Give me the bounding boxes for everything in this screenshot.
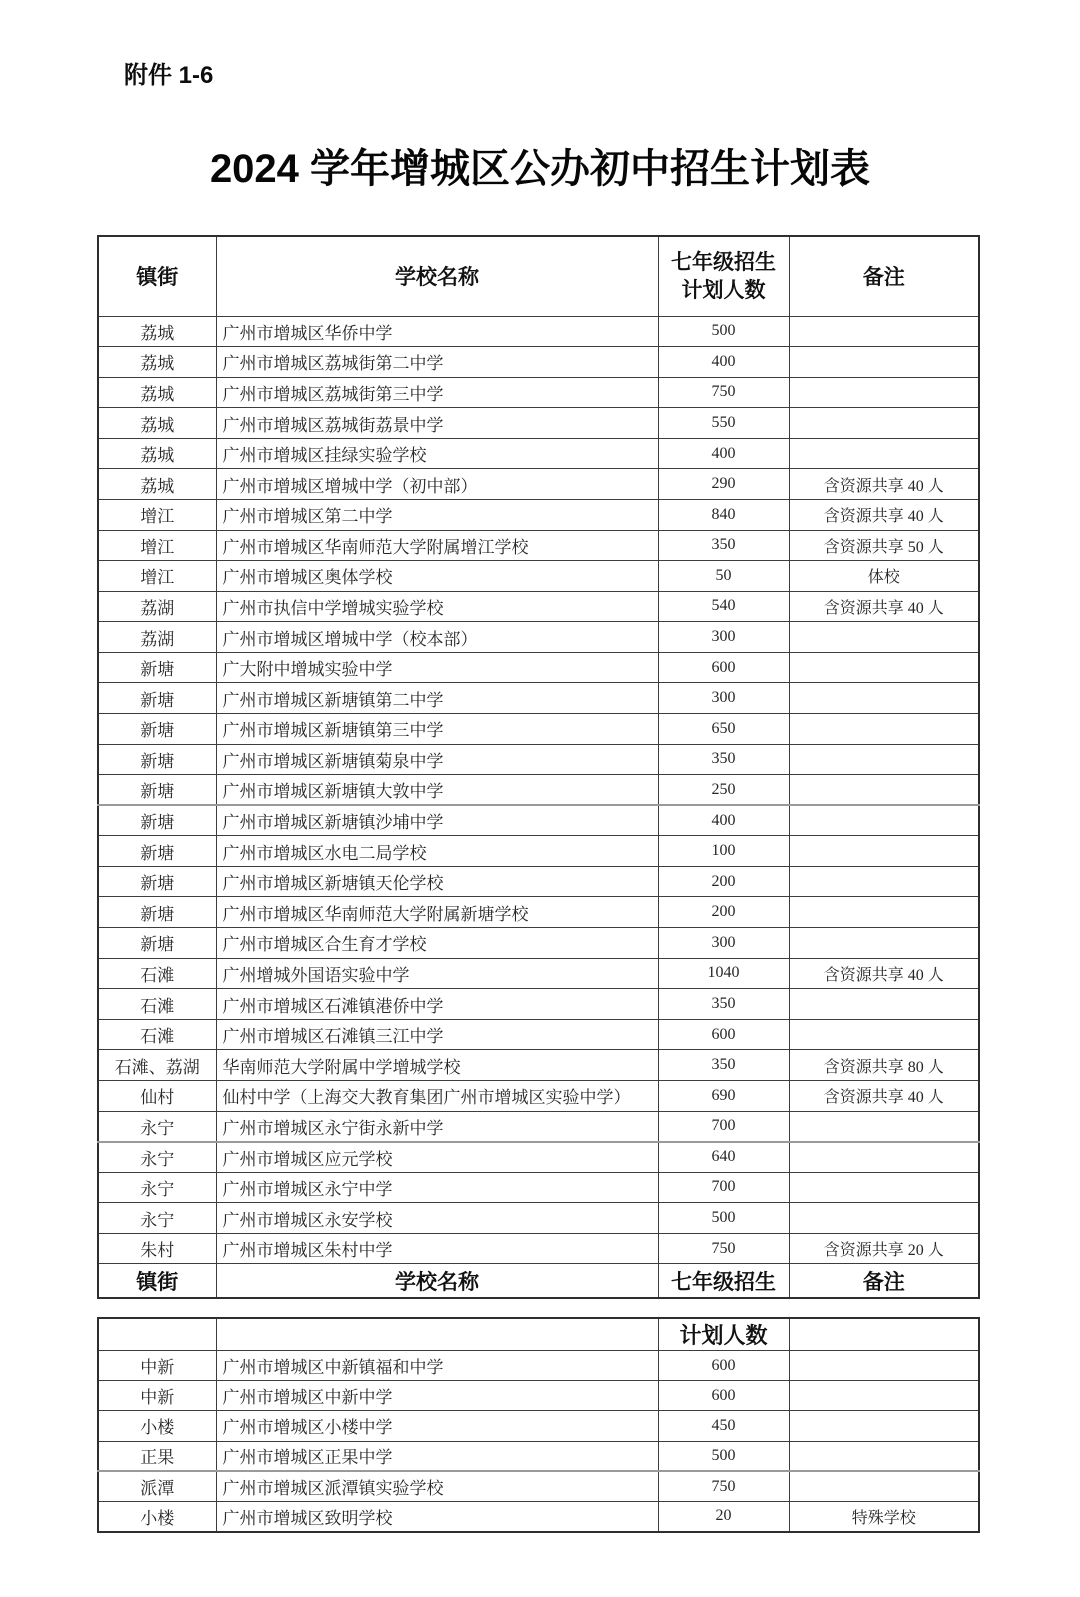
school-name-cell: 广州市增城区派潭镇实验学校 <box>216 1471 658 1501</box>
town-cell: 新塘 <box>98 714 216 745</box>
table-row <box>98 652 979 683</box>
plan-count-cell: 750 <box>658 377 789 408</box>
table-row <box>98 1111 979 1142</box>
remark-cell <box>789 1111 979 1142</box>
table-row <box>98 622 979 653</box>
header-remark: 备注 <box>789 236 979 316</box>
table-row <box>98 1080 979 1111</box>
school-name-cell: 广州市增城区华南师范大学附属增江学校 <box>216 530 658 561</box>
plan-count-cell: 500 <box>658 316 789 347</box>
school-name-cell: 广州市增城区挂绿实验学校 <box>216 438 658 469</box>
remark-cell: 含资源共享 50 人 <box>789 530 979 561</box>
school-name-cell: 广州市增城区华侨中学 <box>216 316 658 347</box>
remark-cell <box>789 989 979 1020</box>
school-name-cell: 广大附中增城实验中学 <box>216 652 658 683</box>
remark-cell <box>789 1471 979 1501</box>
continued-header-row <box>98 1318 979 1351</box>
remark-cell <box>789 622 979 653</box>
plan-count-cell: 250 <box>658 775 789 806</box>
table-row <box>98 1172 979 1203</box>
remark-cell <box>789 1441 979 1471</box>
plan-count-cell: 50 <box>658 561 789 592</box>
school-name-cell: 广州市增城区永安学校 <box>216 1203 658 1234</box>
school-name-cell: 广州市增城区增城中学（校本部） <box>216 622 658 653</box>
enrollment-table-page1 <box>97 235 980 1299</box>
town-cell: 荔城 <box>98 377 216 408</box>
town-cell: 新塘 <box>98 652 216 683</box>
school-name-cell: 广州市增城区石滩镇三江中学 <box>216 1019 658 1050</box>
town-cell: 石滩 <box>98 1019 216 1050</box>
school-name-cell: 广州市增城区荔城街第三中学 <box>216 377 658 408</box>
remark-cell <box>789 775 979 806</box>
remark-cell <box>789 1203 979 1234</box>
remark-cell <box>789 347 979 378</box>
header-grade7-plan-line1: 七年级招生 <box>671 249 776 274</box>
school-name-cell: 广州市增城区永宁中学 <box>216 1172 658 1203</box>
town-cell: 石滩 <box>98 989 216 1020</box>
table-row <box>98 1233 979 1264</box>
school-name-cell: 广州市增城区正果中学 <box>216 1441 658 1471</box>
town-cell: 小楼 <box>98 1501 216 1531</box>
town-cell: 中新 <box>98 1381 216 1411</box>
town-cell: 荔城 <box>98 347 216 378</box>
repeated-header-row <box>98 1264 979 1298</box>
plan-count-cell: 550 <box>658 408 789 439</box>
table-row <box>98 1471 979 1501</box>
plan-count-cell: 400 <box>658 438 789 469</box>
plan-count-cell: 600 <box>658 652 789 683</box>
table-row <box>98 744 979 775</box>
plan-count-cell: 640 <box>658 1142 789 1173</box>
school-name-cell: 广州市增城区增城中学（初中部） <box>216 469 658 500</box>
table-row <box>98 561 979 592</box>
plan-count-cell: 700 <box>658 1111 789 1142</box>
town-cell: 荔城 <box>98 469 216 500</box>
table2-body <box>98 1351 979 1532</box>
plan-count-cell: 300 <box>658 622 789 653</box>
table-row <box>98 989 979 1020</box>
table-row <box>98 316 979 347</box>
remark-cell <box>789 744 979 775</box>
town-cell: 新塘 <box>98 866 216 897</box>
table-row <box>98 1441 979 1471</box>
table-row <box>98 866 979 897</box>
table1-body <box>98 316 979 1264</box>
plan-count-cell: 350 <box>658 989 789 1020</box>
table-row <box>98 347 979 378</box>
remark-cell <box>789 928 979 959</box>
table-header-row <box>98 236 979 316</box>
table-row <box>98 928 979 959</box>
plan-count-cell: 100 <box>658 836 789 867</box>
plan-count-cell: 540 <box>658 591 789 622</box>
plan-count-cell: 200 <box>658 897 789 928</box>
table-row <box>98 714 979 745</box>
town-cell: 派潭 <box>98 1471 216 1501</box>
plan-count-cell: 600 <box>658 1381 789 1411</box>
remark-cell <box>789 1172 979 1203</box>
plan-count-cell: 300 <box>658 928 789 959</box>
table-row <box>98 775 979 806</box>
school-name-cell: 广州市执信中学增城实验学校 <box>216 591 658 622</box>
town-cell: 仙村 <box>98 1080 216 1111</box>
plan-count-cell: 600 <box>658 1019 789 1050</box>
school-name-cell: 广州市增城区石滩镇港侨中学 <box>216 989 658 1020</box>
school-name-cell: 广州市增城区小楼中学 <box>216 1411 658 1441</box>
footer-header-grade7-plan: 七年级招生 <box>658 1264 789 1298</box>
table-row <box>98 1203 979 1234</box>
school-name-cell: 华南师范大学附属中学增城学校 <box>216 1050 658 1081</box>
header-grade7-plan-line2: 计划人数 <box>681 278 766 303</box>
remark-cell <box>789 1381 979 1411</box>
header-town: 镇街 <box>98 236 216 316</box>
table-row <box>98 958 979 989</box>
school-name-cell: 广州市增城区中新中学 <box>216 1381 658 1411</box>
table-row <box>98 438 979 469</box>
remark-cell <box>789 652 979 683</box>
school-name-cell: 广州市增城区荔城街第二中学 <box>216 347 658 378</box>
town-cell: 新塘 <box>98 775 216 806</box>
plan-count-cell: 600 <box>658 1351 789 1381</box>
school-name-cell: 广州市增城区新塘镇大敦中学 <box>216 775 658 806</box>
table-row <box>98 591 979 622</box>
school-name-cell: 广州市增城区荔城街荔景中学 <box>216 408 658 439</box>
empty-cell <box>98 1318 216 1351</box>
table-row <box>98 683 979 714</box>
plan-count-cell: 400 <box>658 347 789 378</box>
remark-cell <box>789 1351 979 1381</box>
table-row <box>98 1351 979 1381</box>
table-row <box>98 1411 979 1441</box>
table-row <box>98 408 979 439</box>
plan-count-cell: 650 <box>658 714 789 745</box>
town-cell: 新塘 <box>98 744 216 775</box>
table-row <box>98 499 979 530</box>
remark-cell <box>789 714 979 745</box>
school-name-cell: 广州市增城区华南师范大学附属新塘学校 <box>216 897 658 928</box>
town-cell: 荔湖 <box>98 622 216 653</box>
school-name-cell: 广州市增城区朱村中学 <box>216 1233 658 1264</box>
table-row <box>98 897 979 928</box>
remark-cell <box>789 377 979 408</box>
town-cell: 朱村 <box>98 1233 216 1264</box>
plan-count-cell: 200 <box>658 866 789 897</box>
remark-cell: 含资源共享 20 人 <box>789 1233 979 1264</box>
table-row <box>98 377 979 408</box>
town-cell: 新塘 <box>98 836 216 867</box>
footer-header-town: 镇街 <box>98 1264 216 1298</box>
town-cell: 石滩、荔湖 <box>98 1050 216 1081</box>
table-row <box>98 1019 979 1050</box>
header-plan-count: 计划人数 <box>658 1318 789 1351</box>
plan-count-cell: 840 <box>658 499 789 530</box>
town-cell: 增江 <box>98 530 216 561</box>
school-name-cell: 广州市增城区合生育才学校 <box>216 928 658 959</box>
remark-cell <box>789 836 979 867</box>
remark-cell <box>789 1411 979 1441</box>
plan-count-cell: 350 <box>658 1050 789 1081</box>
plan-count-cell: 20 <box>658 1501 789 1531</box>
school-name-cell: 广州市增城区中新镇福和中学 <box>216 1351 658 1381</box>
remark-cell <box>789 1142 979 1173</box>
remark-cell: 特殊学校 <box>789 1501 979 1531</box>
remark-cell <box>789 897 979 928</box>
plan-count-cell: 290 <box>658 469 789 500</box>
school-name-cell: 广州市增城区水电二局学校 <box>216 836 658 867</box>
remark-cell: 含资源共享 40 人 <box>789 499 979 530</box>
school-name-cell: 广州市增城区应元学校 <box>216 1142 658 1173</box>
table-row <box>98 1050 979 1081</box>
header-school-name: 学校名称 <box>216 236 658 316</box>
plan-count-cell: 500 <box>658 1203 789 1234</box>
school-name-cell: 广州市增城区新塘镇天伦学校 <box>216 866 658 897</box>
town-cell: 新塘 <box>98 928 216 959</box>
footer-header-school-name: 学校名称 <box>216 1264 658 1298</box>
town-cell: 荔城 <box>98 438 216 469</box>
footer-header-remark: 备注 <box>789 1264 979 1298</box>
town-cell: 中新 <box>98 1351 216 1381</box>
school-name-cell: 广州市增城区致明学校 <box>216 1501 658 1531</box>
school-name-cell: 广州市增城区永宁街永新中学 <box>216 1111 658 1142</box>
table-row <box>98 1501 979 1531</box>
plan-count-cell: 500 <box>658 1441 789 1471</box>
school-name-cell: 广州市增城区奥体学校 <box>216 561 658 592</box>
remark-cell <box>789 805 979 836</box>
plan-count-cell: 300 <box>658 683 789 714</box>
plan-count-cell: 350 <box>658 744 789 775</box>
plan-count-cell: 690 <box>658 1080 789 1111</box>
plan-count-cell: 700 <box>658 1172 789 1203</box>
plan-count-cell: 750 <box>658 1233 789 1264</box>
school-name-cell: 广州市增城区新塘镇第三中学 <box>216 714 658 745</box>
town-cell: 永宁 <box>98 1142 216 1173</box>
school-name-cell: 广州市增城区新塘镇沙埔中学 <box>216 805 658 836</box>
town-cell: 小楼 <box>98 1411 216 1441</box>
town-cell: 荔湖 <box>98 591 216 622</box>
town-cell: 新塘 <box>98 897 216 928</box>
attachment-label: 附件 1-6 <box>124 62 214 89</box>
table-row <box>98 530 979 561</box>
remark-cell <box>789 316 979 347</box>
school-name-cell: 仙村中学（上海交大教育集团广州市增城区实验中学） <box>216 1080 658 1111</box>
table-row <box>98 1142 979 1173</box>
town-cell: 新塘 <box>98 805 216 836</box>
town-cell: 永宁 <box>98 1172 216 1203</box>
table-row <box>98 1381 979 1411</box>
school-name-cell: 广州增城外国语实验中学 <box>216 958 658 989</box>
remark-cell <box>789 438 979 469</box>
plan-count-cell: 450 <box>658 1411 789 1441</box>
remark-cell: 体校 <box>789 561 979 592</box>
remark-cell <box>789 408 979 439</box>
enrollment-table-page2 <box>97 1317 980 1533</box>
table-row <box>98 805 979 836</box>
remark-cell <box>789 866 979 897</box>
town-cell: 增江 <box>98 499 216 530</box>
remark-cell: 含资源共享 40 人 <box>789 469 979 500</box>
town-cell: 正果 <box>98 1441 216 1471</box>
remark-cell <box>789 1019 979 1050</box>
town-cell: 永宁 <box>98 1203 216 1234</box>
school-name-cell: 广州市增城区新塘镇第二中学 <box>216 683 658 714</box>
town-cell: 荔城 <box>98 408 216 439</box>
remark-cell: 含资源共享 40 人 <box>789 958 979 989</box>
remark-cell <box>789 683 979 714</box>
empty-cell <box>216 1318 658 1351</box>
town-cell: 石滩 <box>98 958 216 989</box>
table-row <box>98 469 979 500</box>
town-cell: 增江 <box>98 561 216 592</box>
town-cell: 新塘 <box>98 683 216 714</box>
plan-count-cell: 750 <box>658 1471 789 1501</box>
header-grade7-plan <box>658 236 789 316</box>
plan-count-cell: 350 <box>658 530 789 561</box>
town-cell: 荔城 <box>98 316 216 347</box>
remark-cell: 含资源共享 40 人 <box>789 1080 979 1111</box>
plan-count-cell: 1040 <box>658 958 789 989</box>
page-title: 2024 学年增城区公办初中招生计划表 <box>209 147 871 191</box>
remark-cell: 含资源共享 80 人 <box>789 1050 979 1081</box>
plan-count-cell: 400 <box>658 805 789 836</box>
town-cell: 永宁 <box>98 1111 216 1142</box>
remark-cell: 含资源共享 40 人 <box>789 591 979 622</box>
school-name-cell: 广州市增城区第二中学 <box>216 499 658 530</box>
table-row <box>98 836 979 867</box>
empty-cell <box>789 1318 979 1351</box>
school-name-cell: 广州市增城区新塘镇菊泉中学 <box>216 744 658 775</box>
